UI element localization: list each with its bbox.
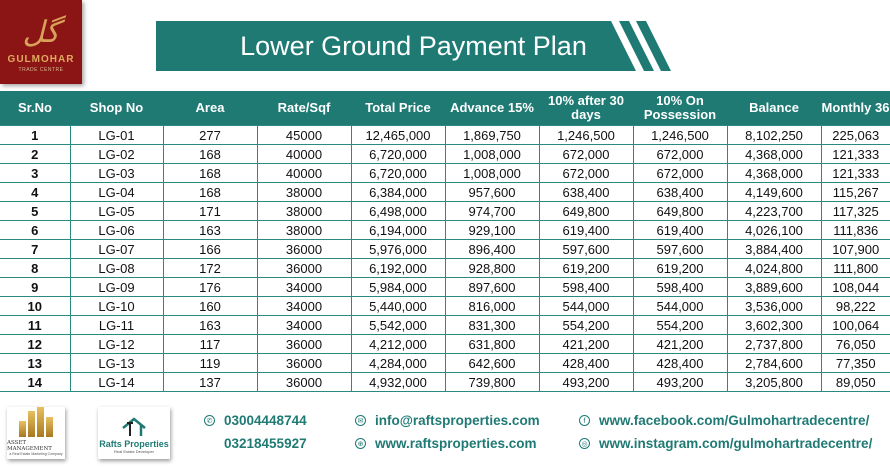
- cell-balance: 3,205,800: [727, 373, 821, 392]
- cell-sr-no: 11: [0, 316, 70, 335]
- cell-monthly-36: 107,900: [821, 240, 890, 259]
- logo-calligraphy-mark: گل: [22, 15, 60, 50]
- cell-sr-no: 3: [0, 164, 70, 183]
- cell-after-30-days: 544,000: [539, 297, 633, 316]
- cell-total-price: 6,498,000: [351, 202, 445, 221]
- cell-shop-no: LG-12: [70, 335, 163, 354]
- table-row: [0, 221, 890, 240]
- cell-total-price: 4,932,000: [351, 373, 445, 392]
- page-title: Lower Ground Payment Plan: [240, 30, 587, 61]
- table-row: [0, 335, 890, 354]
- cell-rate-sqf: 38000: [257, 202, 351, 221]
- cell-on-possession: 428,400: [633, 354, 727, 373]
- header-rate-sqf: Rate/Sqf: [257, 91, 351, 126]
- phone-number-1[interactable]: 03004448744: [224, 413, 307, 428]
- instagram-contact: [579, 436, 872, 451]
- cell-rate-sqf: 36000: [257, 335, 351, 354]
- cell-monthly-36: 121,333: [821, 145, 890, 164]
- cell-balance: 4,149,600: [727, 183, 821, 202]
- cell-rate-sqf: 34000: [257, 278, 351, 297]
- cell-rate-sqf: 36000: [257, 354, 351, 373]
- table-row: [0, 240, 890, 259]
- cell-rate-sqf: 34000: [257, 316, 351, 335]
- cell-advance: 974,700: [445, 202, 539, 221]
- payment-plan-table: [0, 91, 890, 392]
- cell-on-possession: 619,200: [633, 259, 727, 278]
- header-area: Area: [163, 91, 257, 126]
- cell-on-possession: 619,400: [633, 221, 727, 240]
- rafts-properties-logo: [98, 407, 170, 459]
- cell-after-30-days: 421,200: [539, 335, 633, 354]
- cell-sr-no: 10: [0, 297, 70, 316]
- cell-balance: 3,602,300: [727, 316, 821, 335]
- cell-total-price: 4,212,000: [351, 335, 445, 354]
- cell-total-price: 6,720,000: [351, 145, 445, 164]
- cell-after-30-days: 1,246,500: [539, 126, 633, 145]
- cell-monthly-36: 76,050: [821, 335, 890, 354]
- cell-sr-no: 9: [0, 278, 70, 297]
- cell-on-possession: 649,800: [633, 202, 727, 221]
- instagram-icon: ◎: [579, 438, 590, 449]
- cell-shop-no: LG-04: [70, 183, 163, 202]
- cell-advance: 831,300: [445, 316, 539, 335]
- header-on-possession: 10% On Possession: [633, 91, 727, 126]
- cell-rate-sqf: 36000: [257, 240, 351, 259]
- cell-rate-sqf: 36000: [257, 373, 351, 392]
- cell-shop-no: LG-06: [70, 221, 163, 240]
- cell-total-price: 5,976,000: [351, 240, 445, 259]
- cell-on-possession: 1,246,500: [633, 126, 727, 145]
- cell-monthly-36: 117,325: [821, 202, 890, 221]
- asset-management-logo: [7, 407, 65, 459]
- cell-sr-no: 2: [0, 145, 70, 164]
- cell-total-price: 6,194,000: [351, 221, 445, 240]
- cell-area: 171: [163, 202, 257, 221]
- header-advance: Advance 15%: [445, 91, 539, 126]
- cell-after-30-days: 672,000: [539, 164, 633, 183]
- table-row: [0, 164, 890, 183]
- cell-rate-sqf: 36000: [257, 259, 351, 278]
- email-icon: ✉: [355, 415, 366, 426]
- cell-advance: 739,800: [445, 373, 539, 392]
- cell-shop-no: LG-09: [70, 278, 163, 297]
- cell-balance: 8,102,250: [727, 126, 821, 145]
- table-row: [0, 145, 890, 164]
- cell-total-price: 5,440,000: [351, 297, 445, 316]
- email-contact: [355, 413, 540, 428]
- cell-advance: 642,600: [445, 354, 539, 373]
- house-icon: [119, 417, 149, 437]
- cell-shop-no: LG-08: [70, 259, 163, 278]
- gulmohar-logo: [0, 0, 82, 84]
- cell-advance: 1,869,750: [445, 126, 539, 145]
- instagram-link[interactable]: www.instagram.com/gulmohartradecentre/: [599, 436, 873, 451]
- phone-contact-1: [204, 413, 307, 428]
- header-sr-no: Sr.No: [0, 91, 70, 126]
- cell-advance: 897,600: [445, 278, 539, 297]
- cell-sr-no: 7: [0, 240, 70, 259]
- phone-icon: ✆: [204, 415, 215, 426]
- cell-total-price: 12,465,000: [351, 126, 445, 145]
- cell-advance: 896,400: [445, 240, 539, 259]
- cell-on-possession: 598,400: [633, 278, 727, 297]
- cell-total-price: 6,720,000: [351, 164, 445, 183]
- cell-area: 168: [163, 164, 257, 183]
- cell-sr-no: 1: [0, 126, 70, 145]
- logo-name: GULMOHAR: [7, 54, 75, 65]
- cell-rate-sqf: 38000: [257, 183, 351, 202]
- rafts-logo-title: Rafts Properties: [99, 439, 169, 449]
- cell-sr-no: 14: [0, 373, 70, 392]
- cell-balance: 4,368,000: [727, 145, 821, 164]
- cell-area: 168: [163, 145, 257, 164]
- website-link[interactable]: www.raftsproperties.com: [375, 436, 537, 451]
- cell-monthly-36: 121,333: [821, 164, 890, 183]
- cell-balance: 3,536,000: [727, 297, 821, 316]
- website-contact: [355, 436, 537, 451]
- cell-monthly-36: 77,350: [821, 354, 890, 373]
- asset-logo-subtitle: a Real Estate Marketing Company: [9, 452, 63, 456]
- header-after-30-days: 10% after 30 days: [539, 91, 633, 126]
- table-header-row: [0, 91, 890, 126]
- cell-monthly-36: 225,063: [821, 126, 890, 145]
- cell-shop-no: LG-13: [70, 354, 163, 373]
- cell-sr-no: 6: [0, 221, 70, 240]
- cell-shop-no: LG-03: [70, 164, 163, 183]
- cell-shop-no: LG-11: [70, 316, 163, 335]
- cell-rate-sqf: 40000: [257, 164, 351, 183]
- cell-balance: 4,368,000: [727, 164, 821, 183]
- cell-shop-no: LG-07: [70, 240, 163, 259]
- cell-after-30-days: 649,800: [539, 202, 633, 221]
- cell-on-possession: 672,000: [633, 164, 727, 183]
- cell-area: 160: [163, 297, 257, 316]
- cell-total-price: 5,542,000: [351, 316, 445, 335]
- cell-sr-no: 5: [0, 202, 70, 221]
- logo-subtitle: TRADE CENTRE: [18, 67, 64, 73]
- email-link[interactable]: info@raftsproperties.com: [375, 413, 540, 428]
- table-row: [0, 126, 890, 145]
- cell-shop-no: LG-02: [70, 145, 163, 164]
- cell-rate-sqf: 38000: [257, 221, 351, 240]
- cell-after-30-days: 598,400: [539, 278, 633, 297]
- facebook-link[interactable]: www.facebook.com/Gulmohartradecentre/: [599, 413, 870, 428]
- globe-icon: ⊕: [355, 438, 366, 449]
- phone-contact-2: [204, 436, 307, 451]
- cell-monthly-36: 98,222: [821, 297, 890, 316]
- table-row: [0, 297, 890, 316]
- header-monthly-36: Monthly 36: [821, 91, 890, 126]
- cell-balance: 3,884,400: [727, 240, 821, 259]
- header-shop-no: Shop No: [70, 91, 163, 126]
- cell-rate-sqf: 45000: [257, 126, 351, 145]
- cell-shop-no: LG-05: [70, 202, 163, 221]
- header-balance: Balance: [727, 91, 821, 126]
- cell-on-possession: 421,200: [633, 335, 727, 354]
- table-row: [0, 316, 890, 335]
- cell-area: 168: [163, 183, 257, 202]
- cell-balance: 2,784,600: [727, 354, 821, 373]
- cell-area: 176: [163, 278, 257, 297]
- table-row: [0, 354, 890, 373]
- cell-sr-no: 4: [0, 183, 70, 202]
- cell-advance: 928,800: [445, 259, 539, 278]
- cell-monthly-36: 100,064: [821, 316, 890, 335]
- cell-on-possession: 554,200: [633, 316, 727, 335]
- cell-rate-sqf: 40000: [257, 145, 351, 164]
- facebook-contact: [579, 413, 869, 428]
- cell-sr-no: 8: [0, 259, 70, 278]
- cell-monthly-36: 111,800: [821, 259, 890, 278]
- cell-area: 137: [163, 373, 257, 392]
- cell-after-30-days: 638,400: [539, 183, 633, 202]
- table-row: [0, 183, 890, 202]
- header-total-price: Total Price: [351, 91, 445, 126]
- cell-after-30-days: 619,200: [539, 259, 633, 278]
- phone-number-2[interactable]: 03218455927: [224, 436, 307, 451]
- table-row: [0, 278, 890, 297]
- table-row: [0, 202, 890, 221]
- cell-on-possession: 544,000: [633, 297, 727, 316]
- title-banner: [156, 21, 776, 71]
- cell-total-price: 6,384,000: [351, 183, 445, 202]
- cell-shop-no: LG-10: [70, 297, 163, 316]
- cell-rate-sqf: 34000: [257, 297, 351, 316]
- cell-after-30-days: 672,000: [539, 145, 633, 164]
- asset-logo-title: ASSET MANAGEMENT: [7, 440, 52, 452]
- cell-monthly-36: 89,050: [821, 373, 890, 392]
- cell-after-30-days: 493,200: [539, 373, 633, 392]
- cell-advance: 929,100: [445, 221, 539, 240]
- cell-area: 172: [163, 259, 257, 278]
- cell-sr-no: 13: [0, 354, 70, 373]
- cell-shop-no: LG-14: [70, 373, 163, 392]
- cell-balance: 4,026,100: [727, 221, 821, 240]
- table-row: [0, 259, 890, 278]
- cell-on-possession: 597,600: [633, 240, 727, 259]
- cell-total-price: 6,192,000: [351, 259, 445, 278]
- cell-on-possession: 638,400: [633, 183, 727, 202]
- cell-after-30-days: 554,200: [539, 316, 633, 335]
- cell-area: 117: [163, 335, 257, 354]
- cell-advance: 957,600: [445, 183, 539, 202]
- cell-area: 163: [163, 221, 257, 240]
- cell-area: 166: [163, 240, 257, 259]
- cell-monthly-36: 115,267: [821, 183, 890, 202]
- cell-after-30-days: 428,400: [539, 354, 633, 373]
- cell-advance: 631,800: [445, 335, 539, 354]
- cell-balance: 3,889,600: [727, 278, 821, 297]
- cell-total-price: 4,284,000: [351, 354, 445, 373]
- facebook-icon: f: [579, 415, 590, 426]
- cell-on-possession: 493,200: [633, 373, 727, 392]
- cell-advance: 1,008,000: [445, 145, 539, 164]
- cell-area: 277: [163, 126, 257, 145]
- cell-on-possession: 672,000: [633, 145, 727, 164]
- cell-after-30-days: 597,600: [539, 240, 633, 259]
- cell-advance: 1,008,000: [445, 164, 539, 183]
- cell-balance: 2,737,800: [727, 335, 821, 354]
- buildings-icon: [19, 407, 53, 437]
- cell-area: 119: [163, 354, 257, 373]
- cell-advance: 816,000: [445, 297, 539, 316]
- cell-sr-no: 12: [0, 335, 70, 354]
- table-row: [0, 373, 890, 392]
- rafts-logo-subtitle: Real Estate Developer: [113, 449, 155, 454]
- cell-balance: 4,223,700: [727, 202, 821, 221]
- cell-after-30-days: 619,400: [539, 221, 633, 240]
- cell-area: 163: [163, 316, 257, 335]
- cell-shop-no: LG-01: [70, 126, 163, 145]
- cell-monthly-36: 108,044: [821, 278, 890, 297]
- cell-balance: 4,024,800: [727, 259, 821, 278]
- cell-total-price: 5,984,000: [351, 278, 445, 297]
- cell-monthly-36: 111,836: [821, 221, 890, 240]
